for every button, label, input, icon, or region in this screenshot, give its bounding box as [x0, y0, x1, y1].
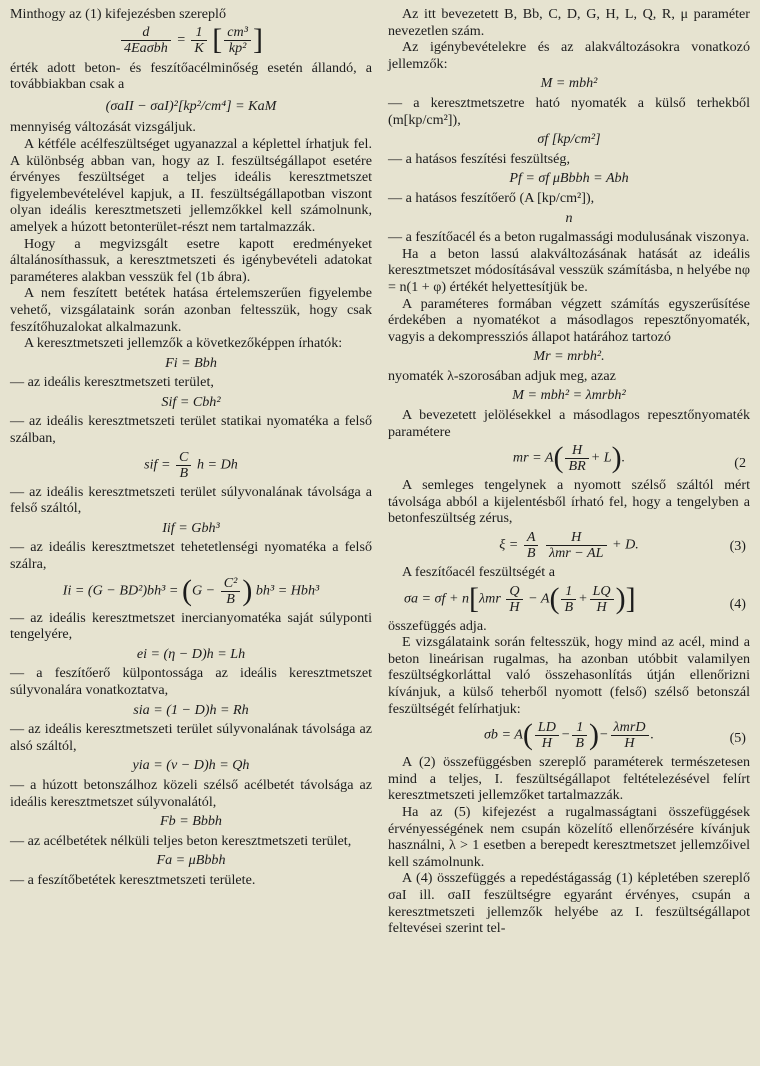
equation-r1: M = mbh²	[540, 75, 598, 92]
equation-4: Sif = Cbh²	[161, 393, 221, 410]
fraction	[535, 720, 559, 751]
equation-r10	[388, 720, 750, 751]
equation-5	[10, 450, 372, 481]
paragraph: — az ideális keresztmetszeti terület,	[10, 374, 214, 391]
paragraph: A semleges tengelynek a nyomott szélső száltól mért távolsága abból a kijelentésből írható fel, hogy a tengelyben a betonfeszültség zérus,	[388, 477, 750, 527]
denominator: B	[176, 465, 191, 481]
eq-text: −	[599, 726, 609, 743]
equation-r7: mr = A( $\frac{H}{BR}$ + L). (2	[512, 441, 746, 475]
numerator: A	[526, 529, 536, 546]
paren: )	[589, 718, 600, 752]
paragraph: — az acélbetétek nélküli teljes beton keresztmetszeti terület,	[10, 832, 352, 849]
paragraph: — a feszítőacél és a beton rugalmassági modulusának viszonya.	[388, 229, 750, 246]
right-column	[388, 6, 750, 1066]
eq-text: h = Dh	[196, 456, 238, 473]
equation-number: (4)	[729, 595, 746, 612]
fraction	[590, 584, 614, 615]
equation-r5: Mr = mrbh².	[533, 348, 605, 365]
paragraph: — az ideális keresztmetszeti terület súlyvonalának távolsága az alsó száltól,	[10, 721, 372, 754]
eq-text: bh³ = Hbh³	[255, 582, 320, 599]
paragraph: mennyiség változását vizsgáljuk.	[10, 119, 196, 136]
paren: (	[549, 581, 560, 615]
fraction	[561, 584, 576, 615]
equation-11: Fb = Bbbh	[160, 813, 222, 830]
denominator: H	[590, 599, 614, 615]
paragraph: nyomaték λ-szorosában adjuk meg, azaz	[388, 367, 616, 384]
paragraph: — a feszítőerő külpontossága az ideális keresztmetszet súlyvonalára vonatkoztatva,	[10, 665, 372, 698]
paragraph: Az itt bevezetett B, Bb, C, D, G, H, L, Q, R, μ paraméter nevezetlen szám.	[388, 6, 750, 39]
paragraph: A keresztmetszeti jellemzők a következőképpen írhatók:	[24, 335, 343, 352]
numerator: Q	[509, 582, 520, 599]
equation-8: ei = (η − D)h = Lh	[136, 645, 246, 662]
equation-9: sia = (1 − D)h = Rh	[133, 701, 249, 718]
denominator: B	[561, 599, 576, 615]
eq-text: −	[560, 726, 571, 743]
numerator: H	[571, 442, 583, 459]
paren: (	[553, 441, 564, 475]
denominator: H	[506, 599, 522, 615]
paragraph: A (2) összefüggésben szereplő paraméterek természetesen mind a teljes, I. feszültségállapot feltételezésével felírt keresztmetszeti jellemzőket tartalmazzák.	[388, 754, 750, 804]
bracket: ]	[625, 581, 636, 615]
bracket: [	[469, 581, 480, 615]
numerator: cm³	[227, 23, 248, 40]
eq-text: mr = A	[512, 449, 554, 466]
eq-text: σa = σf + n	[404, 590, 470, 607]
denominator: λmr − AL	[546, 545, 607, 561]
paragraph: összefüggés adja.	[388, 617, 487, 634]
paragraph: — a keresztmetszetre ható nyomaték a külső terhekből (m[kp/cm²]),	[388, 94, 750, 128]
denominator: BR	[565, 458, 588, 474]
paragraph: — az ideális keresztmetszet inercianyomatéka saját súlyponti tengelyére,	[10, 609, 372, 643]
eq-text: + D.	[612, 536, 639, 553]
paragraph: A paraméteres formában végzett számítás egyszerűsítése érdekében a nyomatékot a másodlagos repesztőnyomaték, vagyis a dekompressziós állapot határához tartozó	[388, 295, 750, 345]
numerator: LD	[537, 719, 556, 736]
equation-3: Fi = Bbh	[165, 354, 217, 371]
paren: (	[522, 718, 533, 752]
denominator: B	[524, 545, 539, 561]
denominator: K	[191, 40, 206, 56]
equation-r9	[388, 581, 750, 615]
fraction	[176, 450, 191, 481]
equation-r4: n	[565, 209, 573, 226]
numerator: d	[142, 23, 150, 40]
equation-number: (5)	[729, 730, 746, 747]
equation-r8	[388, 530, 750, 561]
unit-fraction	[224, 25, 251, 56]
paragraph: A kétféle acélfeszültséget ugyanazzal a képlettel írhatjuk fel. A különbség abban van, hogy az I. feszültségállapot esetére érvényes feszültséget a teljes ideális keresztmetszet figyelembevételével kapjuk, a II. feszültségállapotban viszont olyan ideális keresztmetszeti jellemzőkkel kell számolnunk, amelyek a húzott betonterület-részt nem tartalmazzák.	[10, 135, 372, 235]
paragraph: — a hatásos feszítőerő (A [kp/cm²]),	[388, 189, 595, 206]
eq-text: Ii = (G − BD²)bh³ =	[62, 582, 179, 599]
fraction	[546, 530, 607, 561]
numerator: C²	[223, 574, 238, 591]
eq-text: .	[650, 726, 655, 743]
paragraph: Ha az (5) kifejezést a rugalmasságtani összefüggések érvényességének nem csupán közelítő ellenőrzésére kívánjuk használni, λ > 1 esetben a berepedt keresztmetszet jellemzőivel kell számolnunk.	[388, 803, 750, 870]
paragraph: — az ideális keresztmetszeti terület súlyvonalának távolsága a felső száltól,	[10, 483, 372, 517]
denominator: H	[611, 735, 649, 751]
equation-10: yia = (ν − D)h = Qh	[132, 757, 250, 774]
paragraph: Minthogy az (1) kifejezésben szereplő	[10, 6, 227, 22]
paragraph: — a hatásos feszítési feszültség,	[388, 150, 570, 167]
paragraph: Hogy a megvizsgált esetre kapott eredményeket általánosíthassuk, a keresztmetszeti és igénybevételi adatokat paraméteres alakban vesszük fel (1b ábra).	[10, 235, 372, 285]
numerator: λmrD	[613, 719, 646, 736]
eq-text: ξ =	[499, 536, 519, 553]
paragraph: — az ideális keresztmetszet tehetetlenségi nyomatéka a felső szálra,	[10, 539, 372, 573]
numerator: 1	[565, 582, 573, 599]
paragraph: E vizsgálataink során feltesszük, hogy mind az acél, mind a beton lineárisan rugalmas, ha azonban utóbbit valamilyen feszültségkorláttal való összehasonlítás útján ellenőrizni kívánjuk, a külső teherből nyomott (felső) szélső betonszál feszültségét felírhatjuk:	[388, 634, 750, 717]
paren: )	[611, 441, 622, 475]
paragraph: A bevezetett jelölésekkel a másodlagos repesztőnyomaték paramétere	[388, 407, 750, 440]
denominator: 4Eaσbh	[121, 40, 171, 56]
equation-number: (3)	[729, 538, 746, 555]
fraction	[506, 584, 522, 615]
eq-text: sif =	[144, 456, 171, 473]
paragraph: Ha a beton lassú alakváltozásának hatását az ideális keresztmetszet módosításával vesszük számításba, n helyébe nφ = n(1 + φ) értékét helyettesítjük be.	[388, 245, 750, 295]
bracket: [	[212, 22, 223, 56]
numerator: 1	[576, 719, 584, 736]
equation-6: Iif = Gbh³	[162, 519, 220, 536]
paragraph: — a feszítőbetétek keresztmetszeti területe.	[10, 871, 256, 888]
eq-text: +	[578, 590, 588, 607]
equation-2: (σaII − σaI)²[kp²/cm⁴] = KaM	[105, 97, 277, 114]
paragraph: A nem feszített betétek hatása értelemszerűen figyelembe vehető, vizsgálataink során azonban feltesszük, hogy csak feszítőhuzalokat alkalmazunk.	[10, 285, 372, 335]
paragraph: A (4) összefüggés a repedéstágasság (1) képletében szereplő σaI ill. σaII feszültségre egyaránt érvényes, csupán a keresztmetszeti jellemzők helyébe az I. feszültségállapot feltevései szerint tel-	[388, 870, 750, 937]
equation-12: Fa = μBbbh	[156, 852, 226, 869]
eq-text: + L	[590, 449, 612, 466]
denominator: H	[535, 735, 559, 751]
fraction	[572, 720, 587, 751]
eq-text: − A	[528, 590, 550, 607]
fraction	[221, 576, 241, 607]
fraction	[611, 720, 649, 751]
paren: )	[242, 573, 253, 607]
fraction	[191, 25, 206, 56]
numerator: H	[571, 529, 582, 546]
fraction	[121, 25, 171, 56]
equation-1	[10, 22, 372, 56]
bracket: ]	[252, 22, 263, 56]
numerator: 1	[195, 23, 203, 40]
left-column	[10, 6, 372, 1066]
eq-text: G −	[191, 582, 216, 599]
equation-number: (2	[734, 455, 746, 472]
numerator: LQ	[592, 582, 611, 599]
paren: )	[615, 581, 626, 615]
eq-text: σb = A	[483, 726, 523, 743]
paragraph: érték adott beton- és feszítőacélminőség esetén állandó, a továbbiakban csak a	[10, 59, 372, 93]
equation-r3: Pf = σf μBbbh = Abh	[509, 170, 629, 187]
fraction	[565, 443, 588, 474]
paragraph: — a húzott betonszálhoz közeli szélső acélbetét távolsága az ideális keresztmetszet súlyvonalától,	[10, 776, 372, 810]
fraction	[524, 530, 539, 561]
equation-r6: M = mbh² = λmrbh²	[512, 387, 626, 404]
paragraph: — az ideális keresztmetszeti terület statikai nyomatéka a felső szálban,	[10, 413, 372, 447]
paragraph: Az igénybevételekre és az alakváltozásokra vonatkozó jellemzők:	[388, 39, 750, 72]
denominator: B	[572, 735, 587, 751]
equation-r2: σf [kp/cm²]	[537, 131, 601, 148]
paragraph: A feszítőacél feszültségét a	[402, 564, 556, 581]
denominator: kp²	[224, 40, 251, 56]
equation-7	[10, 573, 372, 607]
eq-text: λmr	[479, 590, 501, 607]
denominator: B	[221, 591, 241, 607]
paren: (	[181, 573, 192, 607]
numerator: C	[179, 448, 189, 465]
equals-sign: =	[176, 31, 186, 48]
